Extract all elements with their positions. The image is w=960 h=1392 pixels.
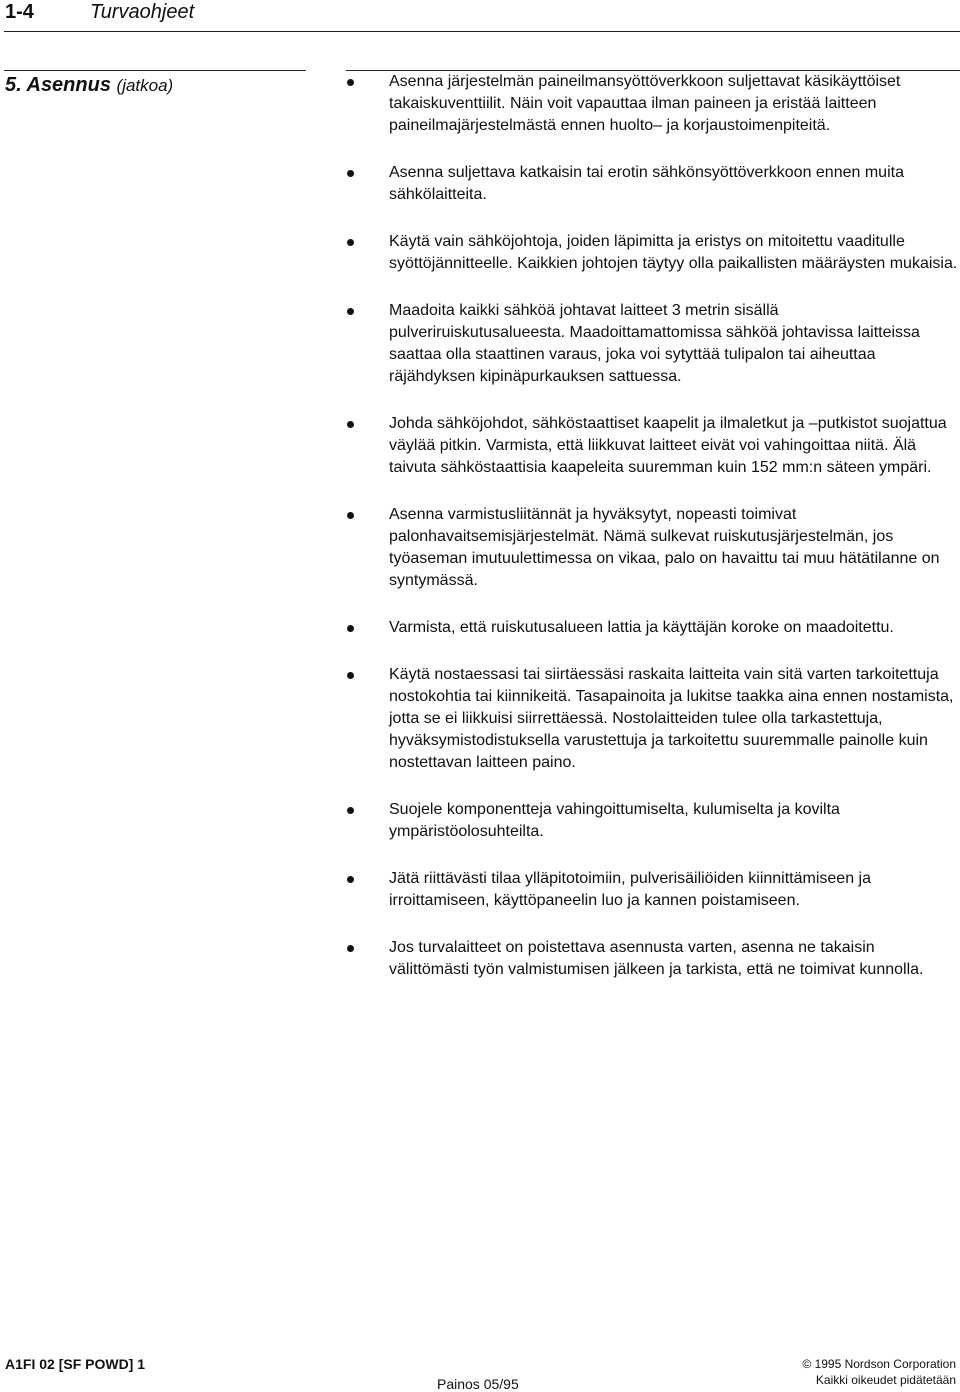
- list-item: [346, 799, 958, 843]
- bullet-icon: [347, 308, 354, 315]
- page-title: Turvaohjeet: [90, 1, 195, 23]
- bullet-text: Maadoita kaikki sähköä johtavat laitteet 3 metrin sisällä pulveriruiskutusalueesta. Maadoittamattomissa sähköä johtavissa laitteissa saattaa olla staattinen varaus, joka voi sytyttää tulipalon tai aiheuttaa räjähdyksen kipinäpurkauksen sattuessa.: [389, 302, 920, 385]
- list-item: [346, 868, 958, 912]
- bullet-icon: [347, 79, 354, 86]
- bullet-text: Jätä riittävästi tilaa ylläpitotoimiin, pulverisäiliöiden kiinnittämiseen ja irroittamiseen, käyttöpaneelin luo ja kannen poistamiseen.: [389, 870, 871, 909]
- bullet-icon: [347, 945, 354, 952]
- bullet-text: Suojele komponentteja vahingoittumiselta, kulumiselta ja kovilta ympäristöolosuhteilta.: [389, 801, 840, 840]
- section-divider: [4, 70, 306, 71]
- page-number: 1-4: [5, 1, 34, 23]
- bullet-icon: [347, 807, 354, 814]
- section-title: 5. Asennus: [5, 74, 111, 96]
- bullet-icon: [347, 170, 354, 177]
- copyright-line: © 1995 Nordson Corporation: [802, 1357, 956, 1371]
- bullet-text: Varmista, että ruiskutusalueen lattia ja käyttäjän koroke on maadoitettu.: [389, 619, 894, 636]
- section-heading: [5, 74, 173, 97]
- document-code: A1FI 02 [SF POWD] 1: [5, 1356, 146, 1372]
- list-item: [346, 300, 958, 388]
- bullet-icon: [347, 512, 354, 519]
- list-item: [346, 162, 958, 206]
- list-item: [346, 413, 958, 479]
- bullet-icon: [347, 421, 354, 428]
- list-item: [346, 617, 958, 639]
- header-divider: [4, 31, 960, 32]
- rights-line: Kaikki oikeudet pidätetään: [815, 1373, 956, 1387]
- bullet-text: Jos turvalaitteet on poistettava asennusta varten, asenna ne takaisin välittömästi työn valmistumisen jälkeen ja tarkista, että ne toimivat kunnolla.: [389, 939, 924, 978]
- section-subtitle: (jatkoa): [116, 76, 174, 95]
- edition-label: Painos 05/95: [437, 1376, 519, 1392]
- bullet-text: Asenna suljettava katkaisin tai erotin sähkönsyöttöverkkoon ennen muita sähkölaitteita.: [389, 164, 904, 203]
- list-item: [346, 664, 958, 774]
- page-header: [0, 0, 960, 36]
- list-item: [346, 937, 958, 981]
- copyright-notice: [802, 1356, 956, 1388]
- list-item: [346, 71, 958, 137]
- bullet-text: Asenna varmistusliitännät ja hyväksytyt, nopeasti toimivat palonhavaitsemisjärjestelmät. Nämä sulkevat ruiskutusjärjestelmän, jos työaseman imutuulettimessa on vikaa, palo on havaittu tai muu hätätilanne on syntymässä.: [389, 506, 940, 589]
- bullet-text: Käytä nostaessasi tai siirtäessäsi raskaita laitteita vain sitä varten tarkoitettuja nostokohtia tai kiinnikeitä. Tasapainoita ja lukitse taakka aina ennen nostamista, jotta se ei liikkuisi siirrettäessä. Nostolaitteiden tulee olla tarkastettuja, hyväksymistodistuksella varustettuja ja tarkoitettu suuremmalle painolle kuin nostettavan laitteen paino.: [389, 666, 954, 771]
- bullet-icon: [347, 239, 354, 246]
- bullet-text: Käytä vain sähköjohtoja, joiden läpimitta ja eristys on mitoitettu vaaditulle syöttöjännitteelle. Kaikkien johtojen täytyy olla paikallisten määräysten mukaisia.: [389, 233, 958, 272]
- bullet-text: Asenna järjestelmän paineilmansyöttöverkkoon suljettavat käsikäyttöiset takaiskuventtiilit. Näin voit vapauttaa ilman paineen ja eristää laitteen paineilmajärjestelmästä ennen huolto– ja korjaustoimenpiteitä.: [389, 73, 901, 134]
- bullet-icon: [347, 672, 354, 679]
- bullet-list: [346, 71, 958, 981]
- bullet-icon: [347, 625, 354, 632]
- bullet-icon: [347, 876, 354, 883]
- list-item: [346, 504, 958, 592]
- bullet-text: Johda sähköjohdot, sähköstaattiset kaapelit ja ilmaletkut ja –putkistot suojattua väylää pitkin. Varmista, että liikkuvat laitteet eivät voi vahingoittaa niitä. Älä taivuta sähköstaattisia kaapeleita suuremman kuin 152 mm:n säteen ympäri.: [389, 415, 947, 476]
- list-item: [346, 231, 958, 275]
